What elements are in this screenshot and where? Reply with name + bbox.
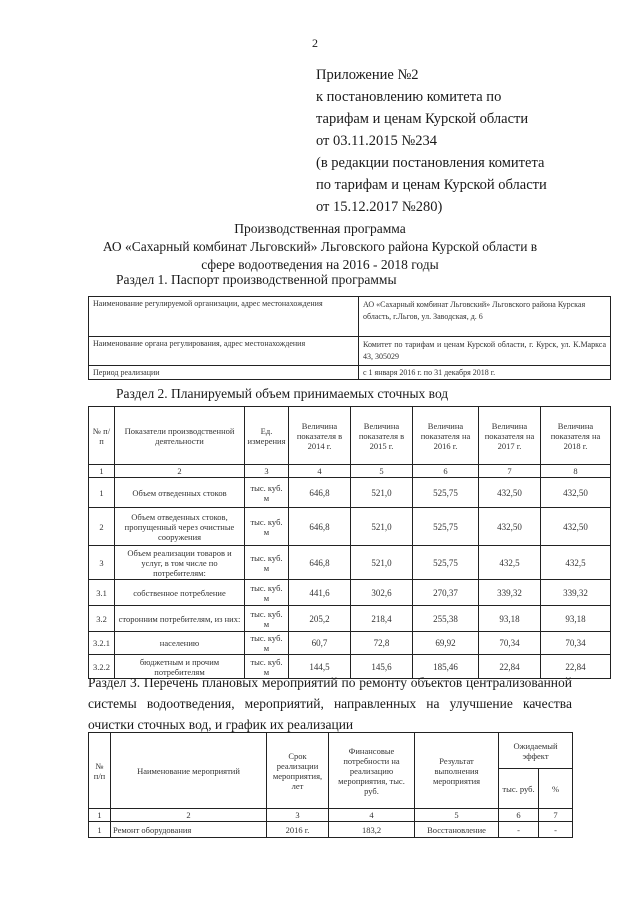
appendix-line: (в редакции постановления комитета	[316, 155, 545, 171]
column-number: 2	[115, 465, 245, 478]
value-2017: 339,32	[479, 580, 541, 606]
value-2014: 60,7	[289, 632, 351, 655]
row-number: 1	[89, 478, 115, 508]
value-2017: 70,34	[479, 632, 541, 655]
table-row	[89, 297, 611, 337]
unit: тыс. куб. м	[245, 606, 289, 632]
column-number: 5	[415, 809, 499, 822]
table-cell: АО «Сахарный комбинат Льговский» Льговского района Курская область, г.Льгов, ул. Заводская, д. 6	[359, 297, 611, 337]
title-line-3: сфере водоотведения на 2016 - 2018 годы	[201, 257, 439, 272]
measure-result: Восстановление	[415, 822, 499, 838]
indicator-name: населению	[115, 632, 245, 655]
value-2014: 646,8	[289, 508, 351, 546]
header-cell: Величина показателя в 2015 г.	[351, 407, 413, 465]
passport-table	[88, 296, 611, 380]
value-2018: 70,34	[541, 632, 611, 655]
column-number: 7	[539, 809, 573, 822]
header-cell: Финансовые потребности на реализацию мероприятия, тыс. руб.	[329, 733, 415, 809]
header-cell: Ожидаемый эффект	[499, 733, 573, 769]
table-row	[89, 822, 573, 838]
volume-table	[88, 406, 611, 679]
indicator-name: сторонним потребителям, из них:	[115, 606, 245, 632]
column-number: 6	[413, 465, 479, 478]
unit: тыс. куб. м	[245, 580, 289, 606]
header-cell: Ед. измерения	[245, 407, 289, 465]
column-number: 3	[245, 465, 289, 478]
row-number: 3.2.1	[89, 632, 115, 655]
column-number: 7	[479, 465, 541, 478]
value-2016: 185,46	[413, 655, 479, 679]
unit: тыс. куб. м	[245, 655, 289, 679]
section3-heading: Раздел 3. Перечень плановых мероприятий по ремонту объектов централизованной системы водоотведения, мероприятий, направленных на улучшение качества очистки сточных вод, и график их реализации	[88, 675, 572, 732]
title-line-2: АО «Сахарный комбинат Льговский» Льговского района Курской области в	[102, 239, 538, 254]
document-title	[0, 220, 640, 274]
table-row	[89, 337, 611, 366]
column-number: 1	[89, 465, 115, 478]
header-cell: Величина показателя на 2017 г.	[479, 407, 541, 465]
value-2018: 93,18	[541, 606, 611, 632]
row-number: 3.2.2	[89, 655, 115, 679]
column-number: 4	[289, 465, 351, 478]
value-2016: 255,38	[413, 606, 479, 632]
value-2016: 69,92	[413, 632, 479, 655]
appendix-line: по тарифам и ценам Курской области	[316, 177, 547, 193]
measure-finance: 183,2	[329, 822, 415, 838]
indicator-name: Объем реализации товаров и услуг, в том числе по потребителям:	[115, 546, 245, 580]
value-2017: 432,50	[479, 478, 541, 508]
section2-heading: Раздел 2. Планируемый объем принимаемых сточных вод	[116, 386, 449, 401]
value-2015: 72,8	[351, 632, 413, 655]
row-number: 3.2	[89, 606, 115, 632]
effect-abs: -	[499, 822, 539, 838]
header-cell: Величина показателя на 2018 г.	[541, 407, 611, 465]
row-number: 3	[89, 546, 115, 580]
value-2014: 646,8	[289, 546, 351, 580]
appendix-line: к постановлению комитета по	[316, 89, 502, 105]
row-number: 1	[89, 822, 111, 838]
section1-heading: Раздел 1. Паспорт производственной программы	[116, 272, 397, 287]
header-cell: тыс. руб.	[499, 769, 539, 809]
title-line-1: Производственная программа	[234, 221, 406, 236]
value-2014: 144,5	[289, 655, 351, 679]
column-number-row	[89, 465, 611, 478]
table-row	[89, 606, 611, 632]
value-2018: 432,50	[541, 508, 611, 546]
value-2014: 205,2	[289, 606, 351, 632]
column-number: 4	[329, 809, 415, 822]
table-row	[89, 632, 611, 655]
header-cell: Показатели производственной деятельности	[115, 407, 245, 465]
appendix-header	[316, 64, 547, 218]
column-number: 2	[111, 809, 267, 822]
value-2017: 93,18	[479, 606, 541, 632]
table-cell: Период реализации	[89, 366, 359, 380]
appendix-line: от 15.12.2017 №280)	[316, 199, 443, 215]
table-cell: с 1 января 2016 г. по 31 декабря 2018 г.	[359, 366, 611, 380]
indicator-name: Объем отведенных стоков	[115, 478, 245, 508]
value-2015: 521,0	[351, 478, 413, 508]
table-cell: Наименование регулируемой организации, адрес местонахождения	[89, 297, 359, 337]
table-cell: Комитет по тарифам и ценам Курской области, г. Курск, ул. К.Маркса 43, 305029	[359, 337, 611, 366]
table-row	[89, 478, 611, 508]
column-number: 1	[89, 809, 111, 822]
appendix-line: тарифам и ценам Курской области	[316, 111, 529, 127]
value-2017: 432,50	[479, 508, 541, 546]
header-cell: Наименование мероприятий	[111, 733, 267, 809]
table-header-row	[89, 733, 573, 769]
unit: тыс. куб. м	[245, 546, 289, 580]
measures-table	[88, 732, 573, 838]
header-cell: Результат выполнения мероприятия	[415, 733, 499, 809]
measure-term: 2016 г.	[267, 822, 329, 838]
value-2018: 432,5	[541, 546, 611, 580]
value-2015: 218,4	[351, 606, 413, 632]
value-2016: 270,37	[413, 580, 479, 606]
effect-pct: -	[539, 822, 573, 838]
header-cell: № п/п	[89, 407, 115, 465]
appendix-line: от 03.11.2015 №234	[316, 133, 437, 149]
column-number: 6	[499, 809, 539, 822]
value-2018: 339,32	[541, 580, 611, 606]
table-cell: Наименование органа регулирования, адрес местонахождения	[89, 337, 359, 366]
table-row	[89, 580, 611, 606]
table-row	[89, 508, 611, 546]
column-number-row	[89, 809, 573, 822]
value-2017: 432,5	[479, 546, 541, 580]
indicator-name: собственное потребление	[115, 580, 245, 606]
value-2015: 145,6	[351, 655, 413, 679]
unit: тыс. куб. м	[245, 508, 289, 546]
column-number: 8	[541, 465, 611, 478]
value-2016: 525,75	[413, 546, 479, 580]
value-2015: 521,0	[351, 508, 413, 546]
appendix-line: Приложение №2	[316, 67, 419, 83]
indicator-name: бюджетным и прочим потребителям	[115, 655, 245, 679]
row-number: 2	[89, 508, 115, 546]
header-cell: Срок реализации мероприятия, лет	[267, 733, 329, 809]
row-number: 3.1	[89, 580, 115, 606]
column-number: 5	[351, 465, 413, 478]
header-cell: Величина показателя на 2016 г.	[413, 407, 479, 465]
unit: тыс. куб. м	[245, 478, 289, 508]
value-2018: 432,50	[541, 478, 611, 508]
indicator-name: Объем отведенных стоков, пропущенный через очистные сооружения	[115, 508, 245, 546]
value-2016: 525,75	[413, 508, 479, 546]
table-header-row	[89, 407, 611, 465]
value-2017: 22,84	[479, 655, 541, 679]
column-number: 3	[267, 809, 329, 822]
value-2014: 646,8	[289, 478, 351, 508]
value-2015: 302,6	[351, 580, 413, 606]
measure-name: Ремонт оборудования	[111, 822, 267, 838]
unit: тыс. куб. м	[245, 632, 289, 655]
value-2015: 521,0	[351, 546, 413, 580]
page-number: 2	[312, 36, 318, 50]
header-cell: № п/п	[89, 733, 111, 809]
header-cell: %	[539, 769, 573, 809]
table-row	[89, 546, 611, 580]
value-2016: 525,75	[413, 478, 479, 508]
value-2014: 441,6	[289, 580, 351, 606]
table-row	[89, 366, 611, 380]
value-2018: 22,84	[541, 655, 611, 679]
header-cell: Величина показателя в 2014 г.	[289, 407, 351, 465]
